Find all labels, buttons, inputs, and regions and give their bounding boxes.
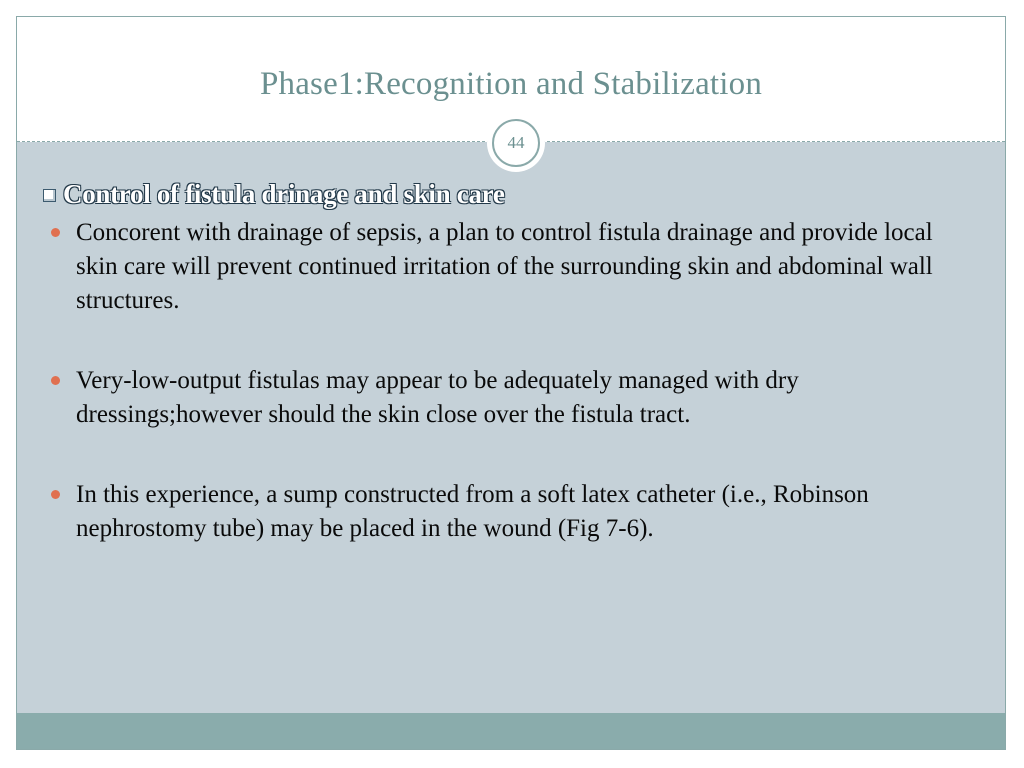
bullet-dot-icon — [51, 376, 60, 385]
bullet-item — [43, 478, 973, 546]
slide-title: Phase1:Recognition and Stabilization — [259, 66, 763, 102]
footer-bar — [17, 713, 1005, 749]
bullet-dot-icon — [51, 228, 60, 237]
section-heading-row — [43, 179, 973, 210]
checkbox-icon — [43, 189, 56, 202]
bullet-text: Very-low-output fistulas may appear to be adequately managed with dry dressings;however should the skin close over the fistula tract. — [76, 367, 799, 428]
slide-content — [43, 179, 973, 592]
bullet-dot-icon — [51, 490, 60, 499]
bullet-text: Concorent with drainage of sepsis, a plan to control fistula drainage and provide local skin care will prevent continued irritation of the surrounding skin and abdominal wall structures. — [76, 219, 933, 314]
bullet-text: In this experience, a sump constructed from a soft latex catheter (i.e., Robinson nephrostomy tube) may be placed in the wound (Fig 7-6). — [76, 481, 869, 542]
bullet-item — [43, 364, 973, 432]
bullet-list — [43, 216, 973, 546]
slide-number-badge: 44 — [492, 119, 540, 167]
section-heading: Control of fistula drinage and skin care — [63, 179, 505, 209]
bullet-item — [43, 216, 973, 318]
slide — [16, 16, 1006, 750]
